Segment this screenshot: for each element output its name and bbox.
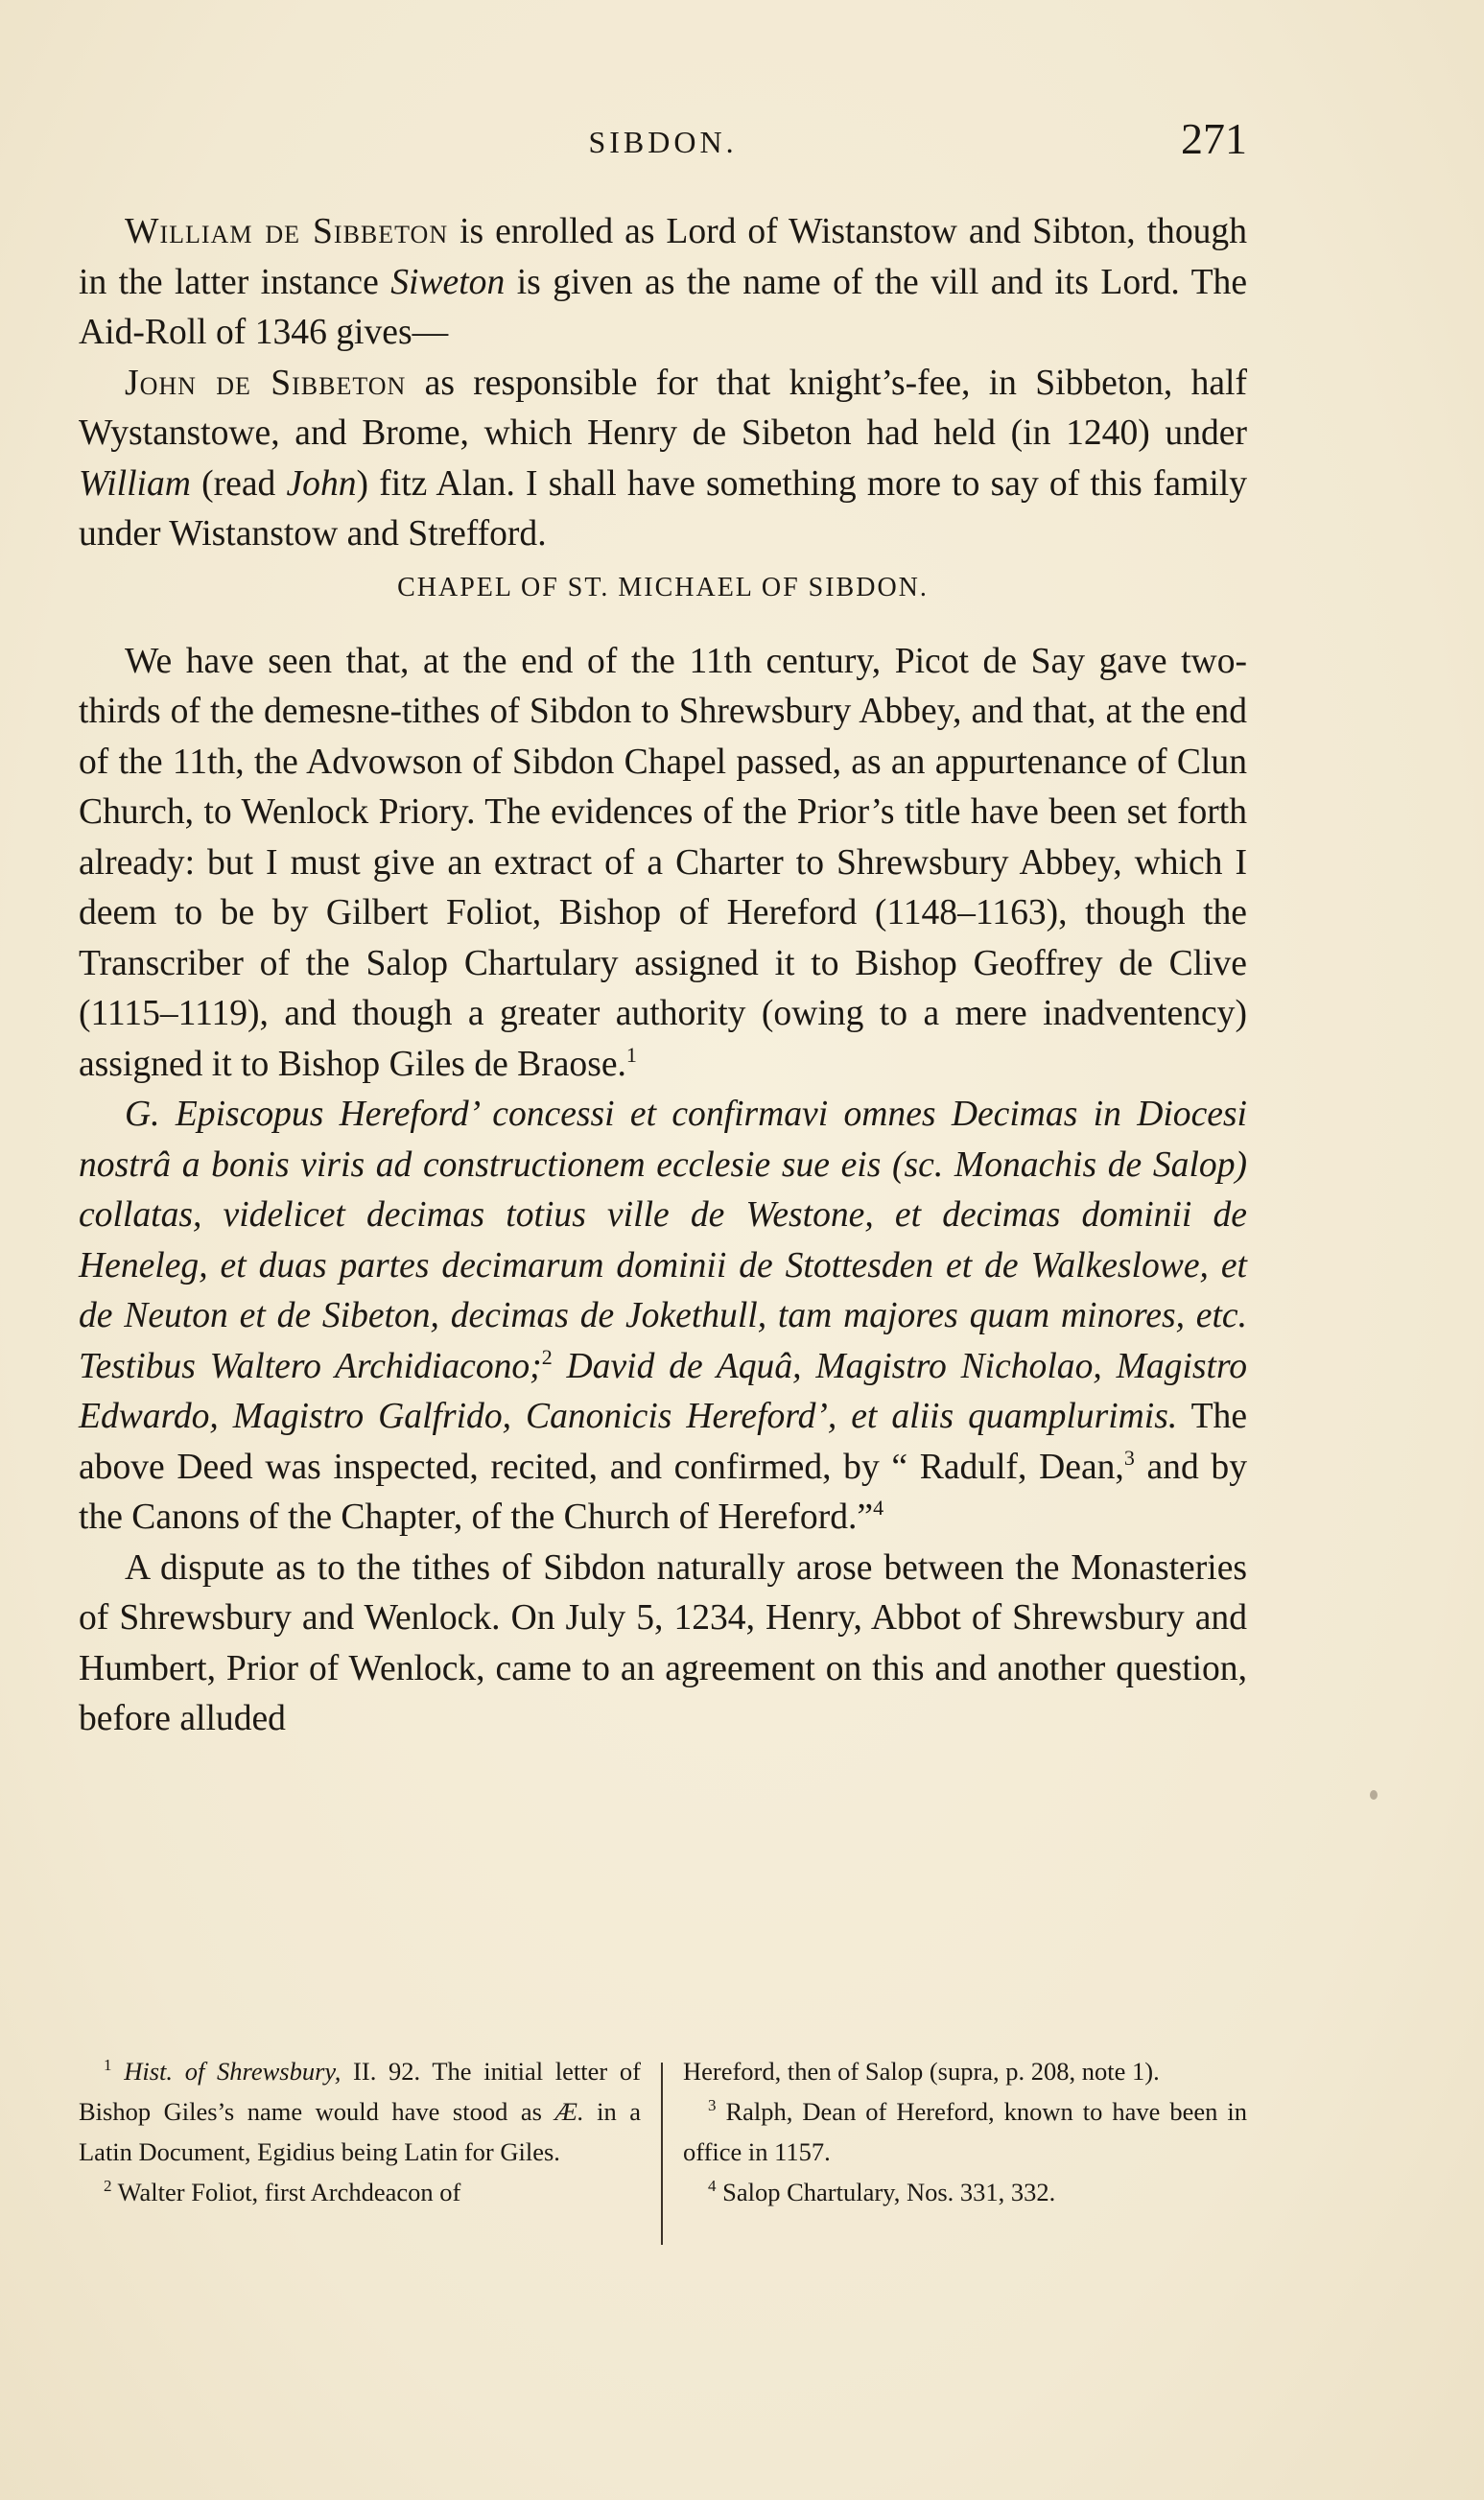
paragraph-2 xyxy=(79,359,1247,560)
footnotes xyxy=(79,2051,1247,2243)
paragraph-1 xyxy=(79,207,1247,359)
text-run: Salop Chartulary, Nos. 331, 332. xyxy=(716,2178,1056,2206)
footnote-mark: 3 xyxy=(708,2096,717,2114)
text-run: is given as the name of the vill and its Lord. The Aid-Roll of 1346 gives— xyxy=(79,262,1248,352)
person-name: John de Sibbeton xyxy=(125,363,407,403)
footnote-3 xyxy=(683,2091,1247,2172)
text-run: in a Latin Document, Egidius being Latin for Giles. xyxy=(79,2097,642,2166)
paragraph-3 xyxy=(79,637,1247,1091)
section-heading: CHAPEL OF ST. MICHAEL OF SIBDON. xyxy=(397,572,929,602)
text-run: II. 92. The initial letter of Bishop Giles’s name would have stood as xyxy=(79,2057,641,2126)
italic-term: William xyxy=(79,463,191,504)
footnote-2-continued: Hereford, then of Salop (supra, p. 208, note 1). xyxy=(683,2057,1160,2086)
text-run: Walter Foliot, first Archdeacon of xyxy=(111,2178,461,2206)
text-run: The above Deed was inspected, recited, and confirmed, by “ Radulf, Dean, xyxy=(79,1397,1247,1487)
paper-speck xyxy=(1370,1790,1378,1800)
footnote-4 xyxy=(683,2172,1247,2212)
text-run: ) fitz Alan. I shall have something more to say of this family under Wistanstow and Strefford. xyxy=(79,463,1247,554)
italic-term: Æ. xyxy=(554,2097,584,2126)
column-divider xyxy=(661,2063,663,2245)
page-header xyxy=(79,113,1247,171)
page-number: 271 xyxy=(1181,114,1247,163)
footnote-ref: 3 xyxy=(1123,1445,1135,1470)
italic-term: Hist. of Shrewsbury, xyxy=(124,2057,342,2086)
footnote-1 xyxy=(79,2051,641,2172)
text-run: and by the Canons of the Chapter, of the Church of Hereford.” xyxy=(79,1447,1247,1537)
footnote-ref: 2 xyxy=(541,1344,553,1369)
footnote-mark: 1 xyxy=(104,2056,112,2074)
text-run: (read xyxy=(190,463,287,504)
text-run: as responsible for that knight’s-fee, in Sibbeton, half Wystanstowe, and Brome, which Henry de Sibeton had held (in 1240) under xyxy=(79,363,1247,453)
latin-charter: David de Aquâ, Magistro Nicholao, Magistro Edwardo, Magistro Galfrido, Canonicis Hereford’, et aliis quamplurimis. xyxy=(79,1346,1247,1436)
text-run: Ralph, Dean of Hereford, known to have been in office in 1157. xyxy=(683,2097,1247,2166)
italic-term: John xyxy=(286,463,357,504)
footnote-column-right xyxy=(683,2051,1247,2212)
running-title: SIBDON. xyxy=(588,125,738,159)
footnote-column-left xyxy=(79,2051,641,2212)
footnote-ref: 1 xyxy=(625,1042,637,1067)
footnote-ref: 4 xyxy=(873,1496,884,1520)
text-run: is enrolled as Lord of Wistanstow and Sibton, though in the latter instance xyxy=(79,212,1247,302)
latin-charter: G. Episcopus Hereford’ concessi et confirmavi omnes Decimas in Diocesi nostrâ a bonis viris ad constructionem ecclesie sue eis (sc. Monachis de Salop) collatas, videlicet decimas totius ville de Westone, et decimas dominii de Heneleg, et duas partes decimarum dominii de Stottesden et de Walkeslowe, et de Neuton et de Sibeton, decimas de Jokethull, tam majores quam minores, etc. Testibus Waltero Archidiacono; xyxy=(79,1095,1247,1386)
person-name: William de Sibbeton xyxy=(125,212,449,251)
footnote-mark: 2 xyxy=(104,2177,112,2195)
text-run: We have seen that, at the end of the 11th century, Picot de Say gave two-thirds of the demesne-tithes of Sibdon to Shrewsbury Abbey, and that, at the end of the 11th, the Advowson of Sibdon Chapel passed, as an appurtenance of Clun Church, to Wenlock Priory. The evidences of the Prior’s title have been set forth already: but I must give an extract of a Charter to Shrewsbury Abbey, which I deem to be by Gilbert Foliot, Bishop of Hereford (1148–1163), though the Transcriber of the Salop Chartulary assigned it to Bishop Geoffrey de Clive (1115–1119), and though a greater authority (owing to a mere inadventency) assigned it to Bishop Giles de Braose. xyxy=(79,641,1247,1084)
paragraph-4 xyxy=(79,1090,1247,1544)
italic-term: Siweton xyxy=(390,262,506,302)
footnote-2 xyxy=(79,2172,641,2212)
paragraph-5: A dispute as to the tithes of Sibdon naturally arose between the Monasteries of Shrewsbury and Wenlock. On July 5, 1234, Henry, Abbot of Shrewsbury and Humbert, Prior of Wenlock, came to an agreement on this and another question, before alluded xyxy=(79,1547,1247,1738)
footnote-mark: 4 xyxy=(708,2177,717,2195)
body-text xyxy=(79,207,1247,1745)
